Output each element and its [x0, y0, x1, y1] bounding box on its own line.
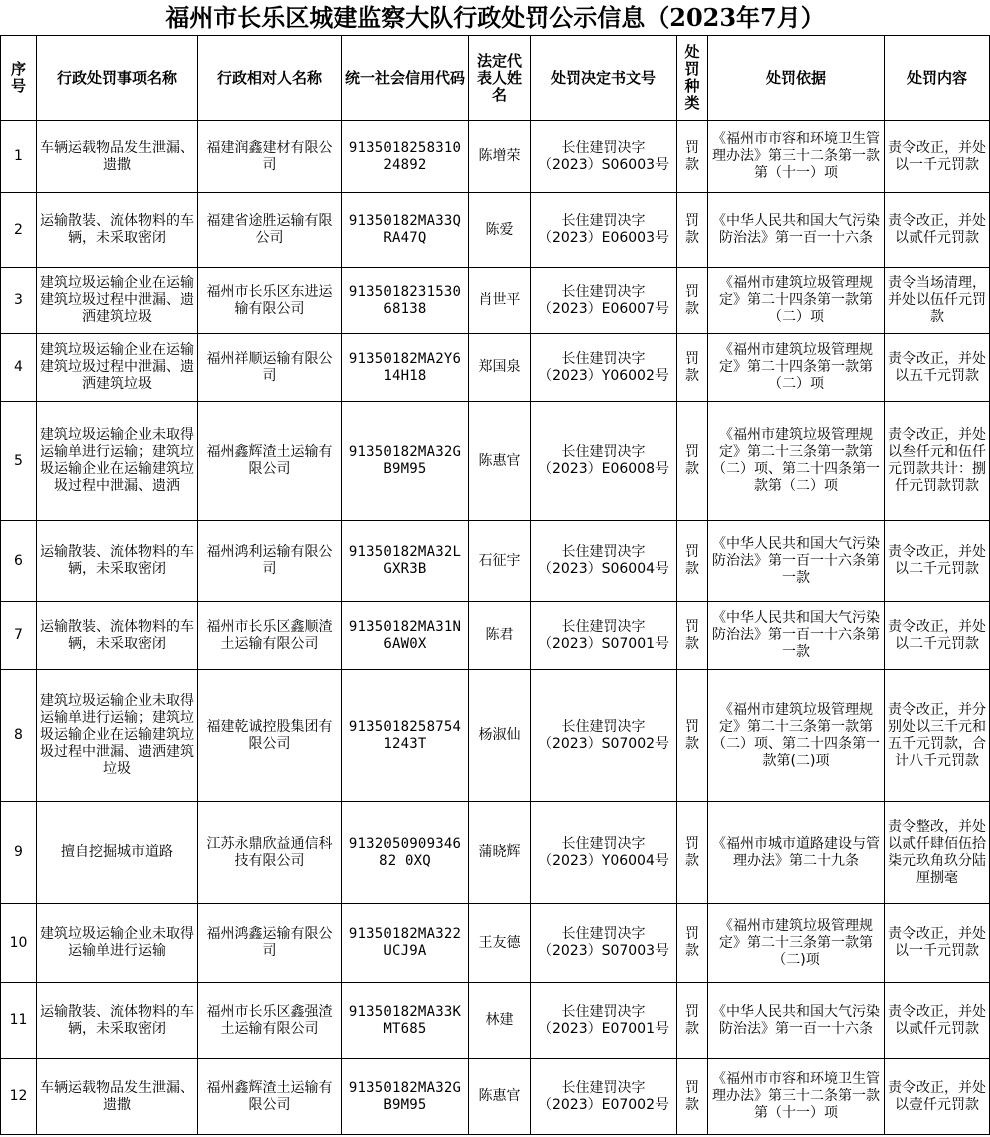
penalty-table	[0, 35, 990, 1135]
row-credit-code: 913205090934682 0XQ	[342, 802, 469, 904]
header-row	[1, 36, 990, 121]
row-rep: 陈增荣	[469, 121, 531, 193]
row-party: 福州市长乐区鑫顺渣土运输有限公司	[198, 602, 342, 670]
row-index: 1	[1, 121, 37, 193]
row-party: 福州市长乐区鑫强渣土运输有限公司	[198, 983, 342, 1059]
row-party: 福建乾诚控股集团有限公司	[198, 670, 342, 802]
row-doc-no: 长住建罚决字（2023）Y06004号	[531, 802, 677, 904]
row-index: 7	[1, 602, 37, 670]
row-credit-code: 91350182MA31N6AW0X	[342, 602, 469, 670]
row-content: 责令改正，并处以二千元罚款	[885, 602, 990, 670]
row-index: 11	[1, 983, 37, 1059]
header-kind: 处罚种类	[677, 36, 708, 121]
row-content: 责令改正，并分别处以三千元和五千元罚款，合计八千元罚款	[885, 670, 990, 802]
row-party: 福建润鑫建材有限公司	[198, 121, 342, 193]
table-row	[1, 402, 990, 521]
row-credit-code: 91350182587541243T	[342, 670, 469, 802]
row-kind: 罚款	[677, 334, 708, 402]
row-basis: 《中华人民共和国大气污染防治法》第一百一十六条第一款	[708, 602, 885, 670]
row-content: 责令改正，并处以壹仟元罚款	[885, 1059, 990, 1135]
row-content: 责令改正，并处以五千元罚款	[885, 334, 990, 402]
row-rep: 陈惠官	[469, 1059, 531, 1135]
row-doc-no: 长住建罚决字（2023）S06004号	[531, 521, 677, 602]
row-item: 建筑垃圾运输企业在运输建筑垃圾过程中泄漏、遗洒建筑垃圾	[37, 334, 198, 402]
row-kind: 罚款	[677, 402, 708, 521]
row-doc-no: 长住建罚决字（2023）E07002号	[531, 1059, 677, 1135]
row-rep: 杨淑仙	[469, 670, 531, 802]
row-rep: 王友德	[469, 904, 531, 983]
header-credit-code: 统一社会信用代码	[342, 36, 469, 121]
row-rep: 蒲晓辉	[469, 802, 531, 904]
row-doc-no: 长住建罚决字（2023）E06003号	[531, 193, 677, 268]
row-item: 建筑垃圾运输企业未取得运输单进行运输；建筑垃圾运输企业在运输建筑垃圾过程中泄漏、遗洒建筑垃圾	[37, 670, 198, 802]
row-item: 运输散装、流体物料的车辆，未采取密闭	[37, 983, 198, 1059]
row-rep: 郑国泉	[469, 334, 531, 402]
row-item: 建筑垃圾运输企业未取得运输单进行运输；建筑垃圾运输企业在运输建筑垃圾过程中泄漏、遗洒	[37, 402, 198, 521]
row-kind: 罚款	[677, 121, 708, 193]
row-kind: 罚款	[677, 268, 708, 334]
row-basis: 《中华人民共和国大气污染防治法》第一百一十六条	[708, 193, 885, 268]
row-party: 福州市长乐区东进运输有限公司	[198, 268, 342, 334]
row-credit-code: 91350182MA322UCJ9A	[342, 904, 469, 983]
row-kind: 罚款	[677, 1059, 708, 1135]
row-credit-code: 913501823153068138	[342, 268, 469, 334]
header-index: 序号	[1, 36, 37, 121]
row-credit-code: 913501825831024892	[342, 121, 469, 193]
row-basis: 《福州市建筑垃圾管理规定》第二十四条第一款第（二）项	[708, 268, 885, 334]
row-rep: 陈爱	[469, 193, 531, 268]
row-kind: 罚款	[677, 802, 708, 904]
row-doc-no: 长住建罚决字（2023）E07001号	[531, 983, 677, 1059]
row-basis: 《福州市市容和环境卫生管理办法》第三十二条第一款第（十一）项	[708, 1059, 885, 1135]
row-item: 运输散装、流体物料的车辆，未采取密闭	[37, 521, 198, 602]
page-title: 福州市长乐区城建监察大队行政处罚公示信息（2023年7月）	[165, 3, 825, 32]
row-rep: 陈惠官	[469, 402, 531, 521]
row-doc-no: 长住建罚决字（2023）Y06002号	[531, 334, 677, 402]
table-row	[1, 121, 990, 193]
table-row	[1, 521, 990, 602]
row-index: 8	[1, 670, 37, 802]
row-index: 6	[1, 521, 37, 602]
row-party: 福建省途胜运输有限公司	[198, 193, 342, 268]
table-row	[1, 904, 990, 983]
row-party: 福州鑫辉渣土运输有限公司	[198, 402, 342, 521]
row-credit-code: 91350182MA32LGXR3B	[342, 521, 469, 602]
table-row	[1, 802, 990, 904]
table-row	[1, 983, 990, 1059]
row-party: 江苏永鼎欣益通信科技有限公司	[198, 802, 342, 904]
row-basis: 《福州市市容和环境卫生管理办法》第三十二条第一款第（十一）项	[708, 121, 885, 193]
row-item: 车辆运载物品发生泄漏、遗撒	[37, 121, 198, 193]
row-basis: 《中华人民共和国大气污染防治法》第一百一十六条第一款	[708, 521, 885, 602]
row-basis: 《福州市建筑垃圾管理规定》第二十三条第一款第（二）项、第二十四条第一款第(二)项	[708, 670, 885, 802]
row-basis: 《福州市建筑垃圾管理规定》第二十三条第一款第（二)项	[708, 904, 885, 983]
row-index: 10	[1, 904, 37, 983]
row-index: 9	[1, 802, 37, 904]
row-kind: 罚款	[677, 983, 708, 1059]
table-row	[1, 670, 990, 802]
header-doc-no: 处罚决定书文号	[531, 36, 677, 121]
row-doc-no: 长住建罚决字（2023）E06007号	[531, 268, 677, 334]
row-index: 2	[1, 193, 37, 268]
header-content: 处罚内容	[885, 36, 990, 121]
row-party: 福州鑫辉渣土运输有限公司	[198, 1059, 342, 1135]
row-basis: 《福州市城市道路建设与管理办法》第二十九条	[708, 802, 885, 904]
row-content: 责令改正，并处以贰仟元罚款	[885, 983, 990, 1059]
row-index: 4	[1, 334, 37, 402]
row-item: 建筑垃圾运输企业未取得运输单进行运输	[37, 904, 198, 983]
row-party: 福州鸿利运输有限公司	[198, 521, 342, 602]
row-kind: 罚款	[677, 670, 708, 802]
row-kind: 罚款	[677, 904, 708, 983]
row-rep: 石征宇	[469, 521, 531, 602]
row-credit-code: 91350182MA33QRA47Q	[342, 193, 469, 268]
row-content: 责令改正，并处以二千元罚款	[885, 521, 990, 602]
row-content: 责令整改，并处以贰仟肆佰伍拾柒元玖角玖分陆厘捌毫	[885, 802, 990, 904]
table-row	[1, 602, 990, 670]
row-content: 责令改正，并处以一千元罚款	[885, 904, 990, 983]
row-credit-code: 91350182MA32GB9M95	[342, 402, 469, 521]
row-rep: 林建	[469, 983, 531, 1059]
row-item: 运输散装、流体物料的车辆，未采取密闭	[37, 193, 198, 268]
row-item: 建筑垃圾运输企业在运输建筑垃圾过程中泄漏、遗洒建筑垃圾	[37, 268, 198, 334]
row-index: 3	[1, 268, 37, 334]
row-credit-code: 91350182MA33KMT685	[342, 983, 469, 1059]
row-basis: 《福州市建筑垃圾管理规定》第二十四条第一款第（二）项	[708, 334, 885, 402]
table-row	[1, 1059, 990, 1135]
row-doc-no: 长住建罚决字（2023）S07003号	[531, 904, 677, 983]
row-doc-no: 长住建罚决字（2023）S07002号	[531, 670, 677, 802]
row-content: 责令改正，并处以一千元罚款	[885, 121, 990, 193]
header-rep: 法定代表人姓名	[469, 36, 531, 121]
row-credit-code: 91350182MA2Y614H18	[342, 334, 469, 402]
row-content: 责令改正，并处以叁仟元和伍仟元罚款共计：捌仟元罚款罚款	[885, 402, 990, 521]
header-item: 行政处罚事项名称	[37, 36, 198, 121]
row-content: 责令当场清理，并处以伍仟元罚款	[885, 268, 990, 334]
row-item: 运输散装、流体物料的车辆，未采取密闭	[37, 602, 198, 670]
table-row	[1, 268, 990, 334]
row-party: 福州鸿鑫运输有限公司	[198, 904, 342, 983]
row-content: 责令改正，并处以贰仟元罚款	[885, 193, 990, 268]
header-basis: 处罚依据	[708, 36, 885, 121]
row-kind: 罚款	[677, 193, 708, 268]
row-basis: 《福州市建筑垃圾管理规定》第二十三条第一款第（二）项、第二十四条第一款第（二）项	[708, 402, 885, 521]
row-index: 12	[1, 1059, 37, 1135]
row-item: 擅自挖掘城市道路	[37, 802, 198, 904]
row-doc-no: 长住建罚决字（2023）S07001号	[531, 602, 677, 670]
row-kind: 罚款	[677, 602, 708, 670]
row-index: 5	[1, 402, 37, 521]
row-doc-no: 长住建罚决字（2023）S06003号	[531, 121, 677, 193]
row-doc-no: 长住建罚决字（2023）E06008号	[531, 402, 677, 521]
row-item: 车辆运载物品发生泄漏、遗撒	[37, 1059, 198, 1135]
row-rep: 陈君	[469, 602, 531, 670]
row-rep: 肖世平	[469, 268, 531, 334]
header-party: 行政相对人名称	[198, 36, 342, 121]
row-credit-code: 91350182MA32GB9M95	[342, 1059, 469, 1135]
row-basis: 《中华人民共和国大气污染防治法》第一百一十六条	[708, 983, 885, 1059]
table-row	[1, 334, 990, 402]
row-party: 福州祥顺运输有限公司	[198, 334, 342, 402]
row-kind: 罚款	[677, 521, 708, 602]
table-row	[1, 193, 990, 268]
